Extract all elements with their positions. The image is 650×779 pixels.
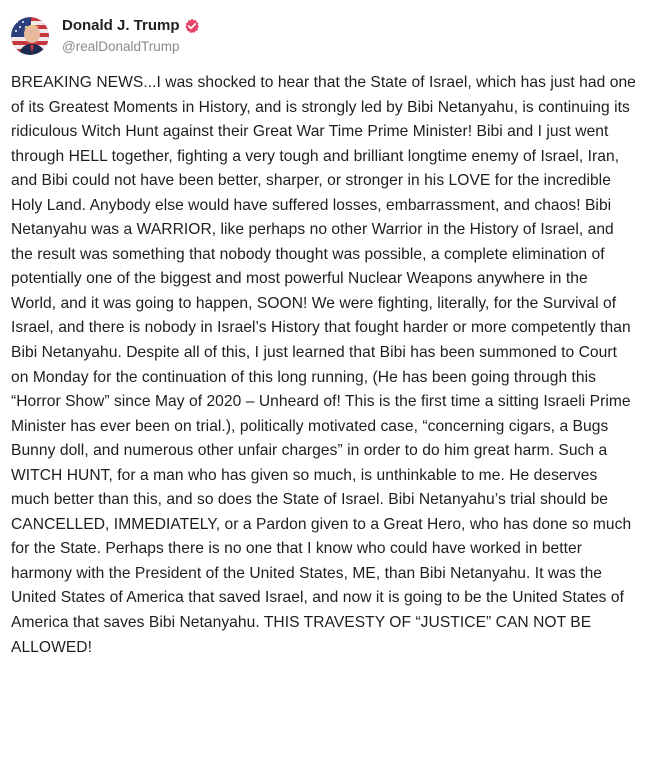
post-header — [11, 10, 636, 62]
author-info — [62, 17, 200, 55]
author-handle[interactable]: @realDonaldTrump — [62, 39, 180, 55]
author-display-name[interactable]: Donald J. Trump — [62, 17, 180, 35]
verified-badge-icon — [184, 18, 200, 34]
post-body-text: BREAKING NEWS...I was shocked to hear that the State of Israel, which has just had one of its Greatest Moments in History, and is strongly led by Bibi Netanyahu, is continuing its ridiculous Witch Hunt against their Great War Time Prime Minister! Bibi and I just went through HELL together, fighting a very tough and brilliant longtime enemy of Israel, Iran, and Bibi could not have been better, sharper, or stronger in his LOVE for the incredible Holy Land. Anybody else would have suffered losses, embarrassment, and chaos! Bibi Netanyahu was a WARRIOR, like perhaps no other Warrior in the History of Israel, and the result was something that nobody thought was possible, a complete elimination of potentially one of the biggest and most powerful Nuclear Weapons anywhere in the World, and it was going to happen, SOON! We were fighting, literally, for the Survival of Israel, and there is nobody in Israel’s History that fought harder or more competently than Bibi Netanyahu. Despite all of this, I just learned that Bibi has been summoned to Court on Monday for the continuation of this long running, (He has been going through this “Horror Show” since May of 2020 – Unheard of! This is the first time a sitting Israeli Prime Minister has ever been on trial.), politically motivated case, “concerning cigars, a Bugs Bunny doll, and numerous other unfair charges” in order to do him great harm. Such a WITCH HUNT, for a man who has given so much, is unthinkable to me. He deserves much better than this, and so does the State of Israel. Bibi Netanyahu’s trial should be CANCELLED, IMMEDIATELY, or a Pardon given to a Great Hero, who has done so much for the State. Perhaps there is no one that I know who could have worked in better harmony with the President of the United States, ME, than Bibi Netanyahu. It was the United States of America that saved Israel, and now it is going to be the United States of America that saves Bibi Netanyahu. THIS TRAVESTY OF “JUSTICE” CAN NOT BE ALLOWED! — [11, 74, 636, 656]
avatar[interactable] — [11, 17, 49, 55]
avatar-image — [11, 17, 49, 55]
name-row — [62, 17, 200, 34]
